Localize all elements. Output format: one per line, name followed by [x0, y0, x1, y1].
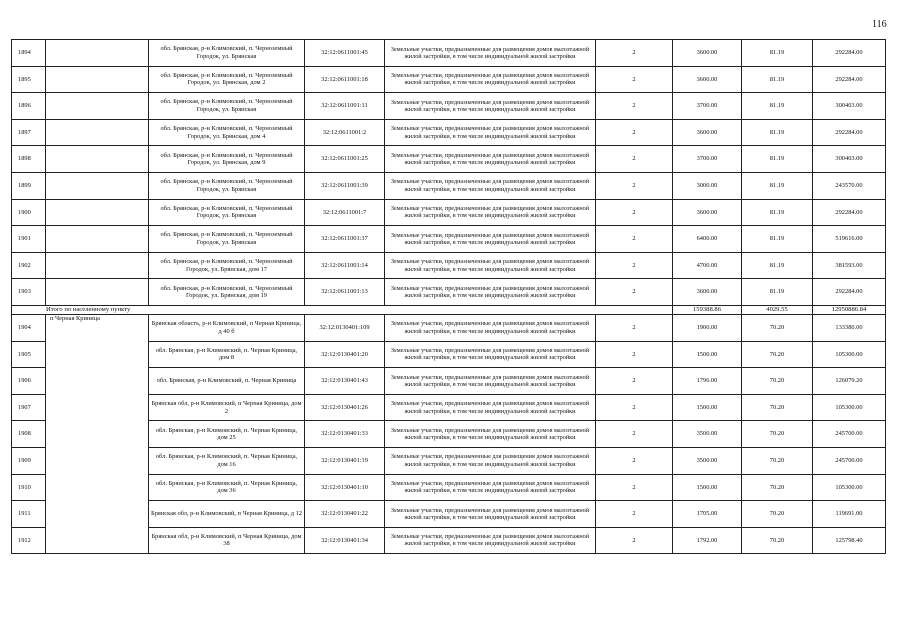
address-cell: обл. Брянская, р-н Климовский, п. Черноземный Городок, ул. Брянская: [149, 93, 305, 120]
cadastral-number: 32:12:0611001:2: [305, 119, 385, 146]
locality-cell: [46, 146, 149, 173]
value-cell: 292284.00: [813, 40, 886, 67]
land-category: Земельные участки, предназначенные для размещения домов малоэтажной жилой застройки, в том числе индивидуальной жилой застройки: [385, 394, 596, 421]
group-cell: 2: [596, 66, 673, 93]
subtotal-label: Итого по населенному пункту: [12, 305, 673, 314]
area-cell: 1900.00: [673, 314, 742, 341]
table-row: [12, 146, 886, 173]
table-row: [12, 279, 886, 306]
locality-cell: [46, 172, 149, 199]
cadastral-number: 32:12:0130401:26: [305, 394, 385, 421]
row-number: 1905: [12, 341, 46, 368]
locality-name: п Черная Криница: [46, 314, 149, 553]
table-row: [12, 40, 886, 67]
cadastral-number: 32:12:0130401:10: [305, 474, 385, 501]
land-category: Земельные участки, предназначенные для размещения домов малоэтажной жилой застройки, в том числе индивидуальной жилой застройки: [385, 314, 596, 341]
address-cell: обл. Брянская, р-н Климовский, п. Черная Криница, дом 36: [149, 474, 305, 501]
address-cell: обл. Брянская, р-н Климовский, п. Черноземный Городок, ул. Брянская: [149, 172, 305, 199]
group-cell: 2: [596, 394, 673, 421]
locality-cell: [46, 119, 149, 146]
cadastral-number: 32:12:0611001:25: [305, 146, 385, 173]
value-cell: 292284.00: [813, 119, 886, 146]
rate-cell: 81.19: [742, 66, 813, 93]
land-category: Земельные участки, предназначенные для размещения домов малоэтажной жилой застройки, в том числе индивидуальной жилой застройки: [385, 279, 596, 306]
value-cell: 119691.00: [813, 501, 886, 528]
group-cell: 2: [596, 40, 673, 67]
value-cell: 519616.00: [813, 226, 886, 253]
address-cell: обл. Брянская, р-н Климовский, п. Черноземный Городок, ул. Брянская: [149, 199, 305, 226]
row-number: 1897: [12, 119, 46, 146]
value-cell: 243570.00: [813, 172, 886, 199]
row-number: 1908: [12, 421, 46, 448]
value-cell: 105300.00: [813, 341, 886, 368]
land-category: Земельные участки, предназначенные для размещения домов малоэтажной жилой застройки, в том числе индивидуальной жилой застройки: [385, 93, 596, 120]
area-cell: 3700.00: [673, 146, 742, 173]
area-cell: 1500.00: [673, 394, 742, 421]
land-category: Земельные участки, предназначенные для размещения домов малоэтажной жилой застройки, в том числе индивидуальной жилой застройки: [385, 368, 596, 395]
area-cell: 1705.00: [673, 501, 742, 528]
value-cell: 105300.00: [813, 394, 886, 421]
address-cell: обл. Брянская, р-н Климовский, п. Черная Криница: [149, 368, 305, 395]
table-body: [12, 40, 886, 554]
group-cell: 2: [596, 527, 673, 554]
address-cell: обл. Брянская, р-н Климовский, п. Черная Криница, дом 25: [149, 421, 305, 448]
address-cell: обл. Брянская, р-н Климовский, п. Черноземный Городок, ул. Брянская: [149, 40, 305, 67]
row-number: 1894: [12, 40, 46, 67]
land-category: Земельные участки, предназначенные для размещения домов малоэтажной жилой застройки, в том числе индивидуальной жилой застройки: [385, 146, 596, 173]
land-category: Земельные участки, предназначенные для размещения домов малоэтажной жилой застройки, в том числе индивидуальной жилой застройки: [385, 226, 596, 253]
cadastral-number: 32:12:0611001:18: [305, 66, 385, 93]
row-number: 1903: [12, 279, 46, 306]
cadastral-number: 32:12:0130401:19: [305, 447, 385, 474]
row-number: 1899: [12, 172, 46, 199]
area-cell: 3600.00: [673, 199, 742, 226]
locality-cell: [46, 199, 149, 226]
group-cell: 2: [596, 447, 673, 474]
table-row: [12, 93, 886, 120]
value-cell: 300403.00: [813, 93, 886, 120]
group-cell: 2: [596, 368, 673, 395]
table-row: [12, 119, 886, 146]
group-cell: 2: [596, 279, 673, 306]
group-cell: 2: [596, 226, 673, 253]
table-row: [12, 252, 886, 279]
address-cell: обл. Брянская, р-н Климовский, п. Черная Криница, дом 8: [149, 341, 305, 368]
rate-cell: 70.20: [742, 341, 813, 368]
row-number: 1910: [12, 474, 46, 501]
table-row: [12, 199, 886, 226]
cadastral-number: 32:12:0611001:37: [305, 226, 385, 253]
address-cell: обл. Брянская, р-н Климовский, п. Черноземный Городок, ул. Брянская, дом 9: [149, 146, 305, 173]
land-category: Земельные участки, предназначенные для размещения домов малоэтажной жилой застройки, в том числе индивидуальной жилой застройки: [385, 172, 596, 199]
cadastral-number: 32:12:0611001:14: [305, 252, 385, 279]
rate-cell: 70.20: [742, 474, 813, 501]
subtotal-value: 12950886.84: [813, 305, 886, 314]
rate-cell: 81.19: [742, 252, 813, 279]
cadastral-value-table: [11, 39, 886, 554]
rate-cell: 70.20: [742, 501, 813, 528]
value-cell: 245700.00: [813, 447, 886, 474]
cadastral-number: 32:12:0130401:43: [305, 368, 385, 395]
area-cell: 1792.00: [673, 527, 742, 554]
area-cell: 3500.00: [673, 447, 742, 474]
rate-cell: 81.19: [742, 279, 813, 306]
rate-cell: 81.19: [742, 93, 813, 120]
row-number: 1895: [12, 66, 46, 93]
locality-cell: [46, 226, 149, 253]
group-cell: 2: [596, 252, 673, 279]
group-cell: 2: [596, 314, 673, 341]
area-cell: 3600.00: [673, 66, 742, 93]
land-category: Земельные участки, предназначенные для размещения домов малоэтажной жилой застройки, в том числе индивидуальной жилой застройки: [385, 501, 596, 528]
locality-cell: [46, 66, 149, 93]
address-cell: Брянская обл, р-н Климовский, п Черная Криница, дом 38: [149, 527, 305, 554]
value-cell: 126079.20: [813, 368, 886, 395]
cadastral-number: 32:12:0611001:13: [305, 279, 385, 306]
cadastral-number: 32:12:0611001:7: [305, 199, 385, 226]
row-number: 1896: [12, 93, 46, 120]
table-row: [12, 226, 886, 253]
value-cell: 292284.00: [813, 279, 886, 306]
rate-cell: 81.19: [742, 146, 813, 173]
table-row: [12, 66, 886, 93]
subtotal-row: [12, 305, 886, 314]
area-cell: 6400.00: [673, 226, 742, 253]
area-cell: 1500.00: [673, 474, 742, 501]
group-cell: 2: [596, 93, 673, 120]
value-cell: 292284.00: [813, 199, 886, 226]
subtotal-rate: 4029.55: [742, 305, 813, 314]
row-number: 1900: [12, 199, 46, 226]
area-cell: 1796.00: [673, 368, 742, 395]
row-number: 1907: [12, 394, 46, 421]
row-number: 1911: [12, 501, 46, 528]
value-cell: 105300.00: [813, 474, 886, 501]
land-category: Земельные участки, предназначенные для размещения домов малоэтажной жилой застройки, в том числе индивидуальной жилой застройки: [385, 66, 596, 93]
land-category: Земельные участки, предназначенные для размещения домов малоэтажной жилой застройки, в том числе индивидуальной жилой застройки: [385, 341, 596, 368]
land-category: Земельные участки, предназначенные для размещения домов малоэтажной жилой застройки, в том числе индивидуальной жилой застройки: [385, 252, 596, 279]
row-number: 1898: [12, 146, 46, 173]
address-cell: обл. Брянская, р-н Климовский, п. Черноземный Городок, ул. Брянская, дом 2: [149, 66, 305, 93]
land-category: Земельные участки, предназначенные для размещения домов малоэтажной жилой застройки, в том числе индивидуальной жилой застройки: [385, 199, 596, 226]
address-cell: Брянская обл, р-н Климовский, п Черная Криница, дом 2: [149, 394, 305, 421]
group-cell: 2: [596, 421, 673, 448]
cadastral-number: 32:12:0130401:33: [305, 421, 385, 448]
rate-cell: 81.19: [742, 199, 813, 226]
area-cell: 4700.00: [673, 252, 742, 279]
rate-cell: 70.20: [742, 314, 813, 341]
rate-cell: 70.20: [742, 447, 813, 474]
cadastral-number: 32:12:0611001:11: [305, 93, 385, 120]
group-cell: 2: [596, 199, 673, 226]
area-cell: 3600.00: [673, 119, 742, 146]
rate-cell: 70.20: [742, 527, 813, 554]
area-cell: 3600.00: [673, 40, 742, 67]
locality-cell: [46, 279, 149, 306]
locality-cell: [46, 40, 149, 67]
value-cell: 245700.00: [813, 421, 886, 448]
address-cell: обл. Брянская, р-н Климовский, п. Черноземный Городок, ул. Брянская, дом 4: [149, 119, 305, 146]
value-cell: 292284.00: [813, 66, 886, 93]
subtotal-area: 159388.86: [673, 305, 742, 314]
locality-cell: [46, 93, 149, 120]
row-number: 1904: [12, 314, 46, 341]
row-number: 1912: [12, 527, 46, 554]
land-category: Земельные участки, предназначенные для размещения домов малоэтажной жилой застройки, в том числе индивидуальной жилой застройки: [385, 527, 596, 554]
address-cell: обл. Брянская, р-н Климовский, п. Черноземный Городок, ул. Брянская: [149, 226, 305, 253]
value-cell: 300403.00: [813, 146, 886, 173]
group-cell: 2: [596, 172, 673, 199]
locality-cell: [46, 252, 149, 279]
table-row: [12, 172, 886, 199]
group-cell: 2: [596, 119, 673, 146]
cadastral-number: 32:12:0611001:45: [305, 40, 385, 67]
cadastral-number: 32:12:0611001:39: [305, 172, 385, 199]
land-category: Земельные участки, предназначенные для размещения домов малоэтажной жилой застройки, в том числе индивидуальной жилой застройки: [385, 447, 596, 474]
rate-cell: 70.20: [742, 394, 813, 421]
group-cell: 2: [596, 501, 673, 528]
table-row: [12, 314, 886, 341]
rate-cell: 70.20: [742, 421, 813, 448]
address-cell: Брянская область, р-н Климовский, п Черная Криница, д 40 б: [149, 314, 305, 341]
land-category: Земельные участки, предназначенные для размещения домов малоэтажной жилой застройки, в том числе индивидуальной жилой застройки: [385, 119, 596, 146]
page-number: 116: [872, 19, 887, 30]
cadastral-number: 32:12:0130401:22: [305, 501, 385, 528]
address-cell: обл. Брянская, р-н Климовский, п. Черноземный Городок, ул. Брянская, дом 17: [149, 252, 305, 279]
value-cell: 381593.00: [813, 252, 886, 279]
rate-cell: 70.20: [742, 368, 813, 395]
land-category: Земельные участки, предназначенные для размещения домов малоэтажной жилой застройки, в том числе индивидуальной жилой застройки: [385, 474, 596, 501]
land-category: Земельные участки, предназначенные для размещения домов малоэтажной жилой застройки, в том числе индивидуальной жилой застройки: [385, 421, 596, 448]
address-cell: обл. Брянская, р-н Климовский, п. Черноземный Городок, ул. Брянская, дом 19: [149, 279, 305, 306]
land-category: Земельные участки, предназначенные для размещения домов малоэтажной жилой застройки, в том числе индивидуальной жилой застройки: [385, 40, 596, 67]
cadastral-number: 32:12:0130401:109: [305, 314, 385, 341]
area-cell: 3500.00: [673, 421, 742, 448]
address-cell: обл. Брянская, р-н Климовский, п. Черная Криница, дом 16: [149, 447, 305, 474]
row-number: 1901: [12, 226, 46, 253]
value-cell: 133380.00: [813, 314, 886, 341]
group-cell: 2: [596, 341, 673, 368]
cadastral-number: 32:12:0130401:34: [305, 527, 385, 554]
area-cell: 1500.00: [673, 341, 742, 368]
address-cell: Брянская обл, р-н Климовский, п Черная Криница, д 12: [149, 501, 305, 528]
area-cell: 3600.00: [673, 279, 742, 306]
group-cell: 2: [596, 146, 673, 173]
cadastral-number: 32:12:0130401:20: [305, 341, 385, 368]
rate-cell: 81.19: [742, 119, 813, 146]
area-cell: 3700.00: [673, 93, 742, 120]
row-number: 1909: [12, 447, 46, 474]
row-number: 1902: [12, 252, 46, 279]
rate-cell: 81.19: [742, 172, 813, 199]
row-number: 1906: [12, 368, 46, 395]
group-cell: 2: [596, 474, 673, 501]
value-cell: 125798.40: [813, 527, 886, 554]
area-cell: 3000.00: [673, 172, 742, 199]
rate-cell: 81.19: [742, 226, 813, 253]
rate-cell: 81.19: [742, 40, 813, 67]
